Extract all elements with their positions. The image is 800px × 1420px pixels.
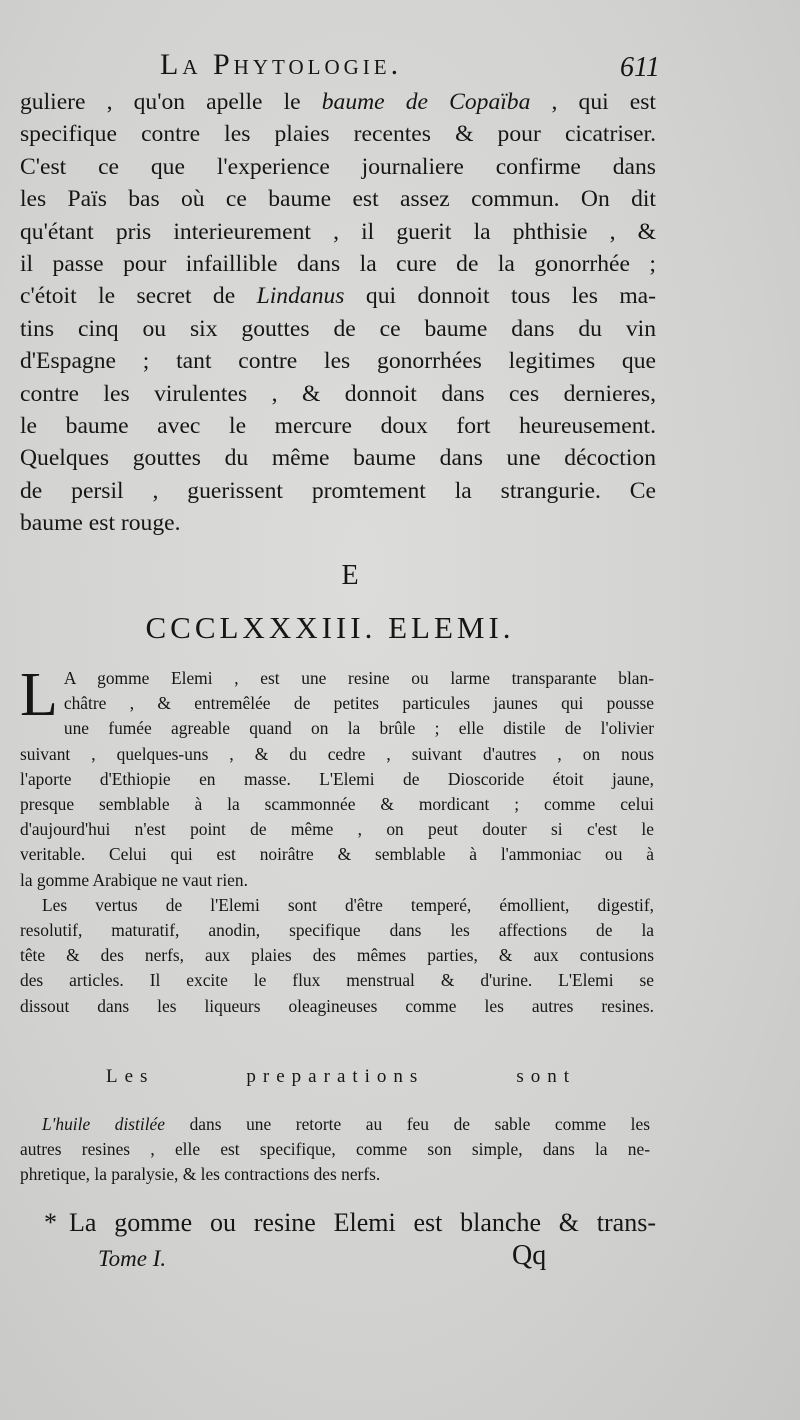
text-line: dissout dans les liqueurs oleagineuses comme les autres resines. bbox=[20, 995, 654, 1016]
article-continuation bbox=[20, 86, 656, 540]
section-letter: E bbox=[341, 560, 359, 591]
text-line: il passe pour infaillible dans la cure de la gonorrhée ; bbox=[20, 251, 656, 278]
text-line: C'est ce que l'experience journaliere confirme dans bbox=[20, 153, 656, 180]
text-line: specifique contre les plaies recentes & pour cicatriser. bbox=[20, 121, 656, 148]
volume-signature: Tome I. bbox=[98, 1246, 167, 1271]
text-line: presque semblable à la scammonnée & mordicant ; comme celui bbox=[20, 794, 654, 815]
page-header bbox=[22, 48, 672, 88]
text-line: A gomme Elemi , est une resine ou larme transparante blan- bbox=[63, 668, 654, 688]
page-number: 611 bbox=[620, 52, 660, 83]
text-line: L'huile distilée dans une retorte au feu de sable comme les bbox=[42, 1114, 651, 1134]
text-line: suivant , quelques-uns , & du cedre , suivant d'autres , on nous bbox=[20, 743, 654, 764]
text-line: baume est rouge. bbox=[20, 510, 181, 537]
text-line: phretique, la paralysie, & les contractions des nerfs. bbox=[20, 1164, 381, 1185]
text-line: la gomme Arabique ne vaut rien. bbox=[20, 869, 248, 890]
text-line: qu'étant pris interieurement , il guerit la phthisie , & bbox=[20, 218, 656, 245]
italic-term: baume de Copaïba bbox=[321, 89, 531, 115]
text-line: Les vertus de l'Elemi sont d'être temperé, émollient, digestif, bbox=[42, 894, 654, 915]
text-line: c'étoit le secret de Lindanus qui donnoit tous les ma- bbox=[20, 283, 656, 310]
text-line: le baume avec le mercure doux fort heureusement. bbox=[20, 413, 656, 440]
text-line: des articles. Il excite le flux menstrual & d'urine. L'Elemi se bbox=[20, 970, 654, 991]
text-line: Quelques gouttes du même baume dans une décoction bbox=[20, 445, 656, 472]
text-line: d'aujourd'hui n'est point de même , on peut douter si c'est le bbox=[20, 819, 654, 840]
text-line: châtre , & entremêlée de petites particules jaunes qui pousse bbox=[63, 693, 654, 714]
text-line: les Païs bas où ce baume est assez commun. On dit bbox=[20, 186, 656, 213]
italic-term: Lindanus bbox=[256, 283, 345, 310]
gathering-signature: Qq bbox=[512, 1240, 547, 1271]
preparations-heading: Les preparations sont bbox=[106, 1066, 576, 1087]
asterisk-mark: * bbox=[44, 1208, 57, 1237]
drop-cap: L bbox=[20, 661, 58, 729]
section-title: CCCLXXXIII. ELEMI. bbox=[145, 610, 515, 645]
text-line: autres resines , elle est specifique, comme son simple, dans la ne- bbox=[20, 1139, 650, 1160]
text-line: veritable. Celui qui est noirâtre & semblable à l'ammoniac ou à bbox=[20, 844, 654, 865]
italic-term: L'huile distilée bbox=[42, 1114, 165, 1134]
elemi-entry bbox=[20, 661, 654, 1019]
text-line: tête & des nerfs, aux plaies des mêmes parties, & aux contusions bbox=[20, 945, 654, 966]
text-line: contre les virulentes , & donnoit dans ces dernieres, bbox=[20, 380, 656, 407]
text-line: guliere , qu'on apelle le baume de Copaïba , qui est bbox=[20, 89, 656, 115]
footnote bbox=[44, 1208, 656, 1238]
footnote-text: La gomme ou resine Elemi est blanche & trans- bbox=[69, 1208, 656, 1237]
text-line: d'Espagne ; tant contre les gonorrhées legitimes que bbox=[20, 348, 656, 375]
text-line: tins cinq ou six gouttes de ce baume dans du vin bbox=[20, 315, 656, 342]
text-line: de persil , guerissent promtement la strangurie. Ce bbox=[20, 477, 656, 504]
text-line: l'aporte d'Ethiopie en masse. L'Elemi de Dioscoride étoit jaune, bbox=[20, 768, 654, 789]
text-line: une fumée agreable quand on la brûle ; elle distile de l'olivier bbox=[63, 718, 654, 739]
preparations-text bbox=[20, 1112, 650, 1188]
text-line: resolutif, maturatif, anodin, specifique dans les affections de la bbox=[20, 920, 654, 941]
running-title: La Phytologie. bbox=[160, 48, 403, 81]
